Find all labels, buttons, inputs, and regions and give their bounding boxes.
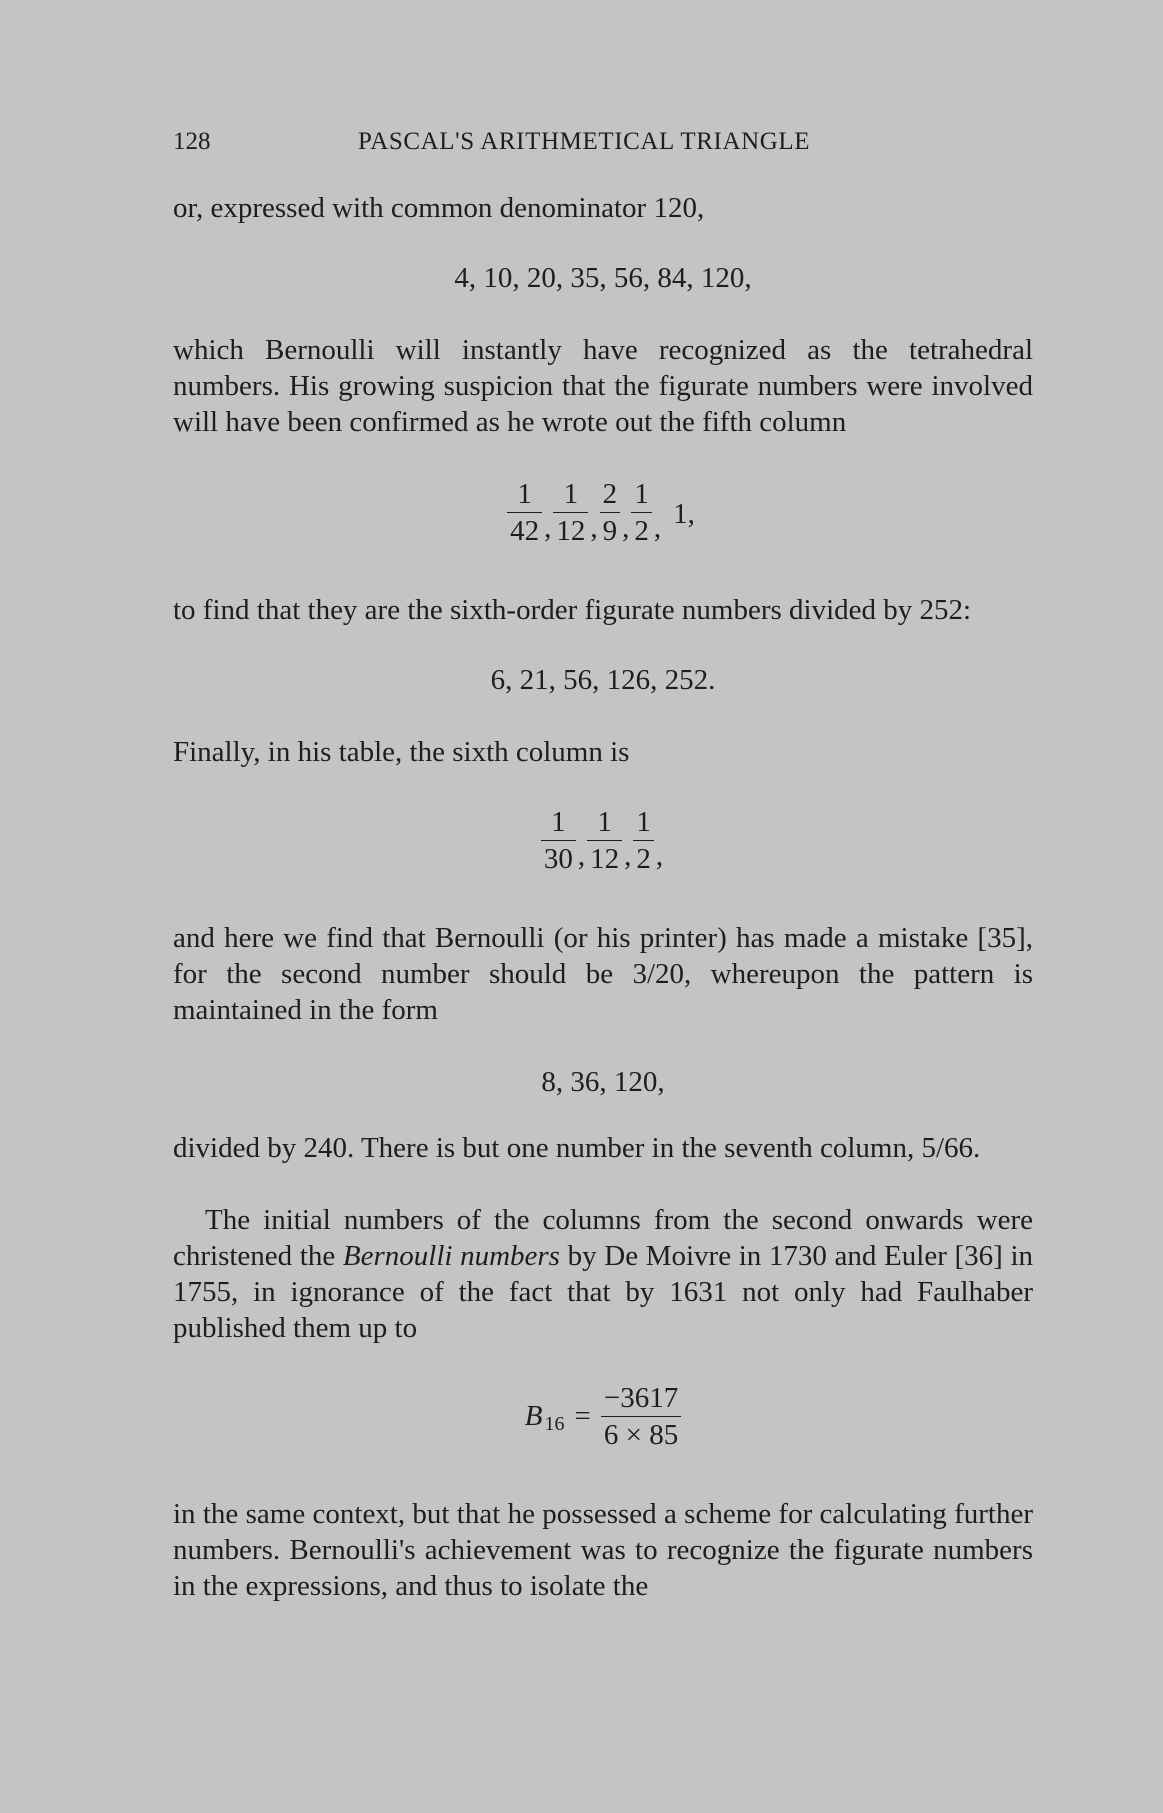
comma: , (622, 512, 630, 544)
paragraph-7-text-start: The initial numbers of the columns from the second onwards were christened the (173, 1204, 1033, 1272)
fraction-numerator: 1 (597, 806, 612, 838)
fraction (631, 478, 652, 547)
paragraph-1: or, expressed with common denominator 120, (173, 192, 705, 224)
fraction (633, 806, 654, 875)
equation-bernoulli-b16 (173, 1382, 1033, 1451)
fraction (587, 806, 622, 875)
running-title: PASCAL'S ARITHMETICAL TRIANGLE (358, 128, 811, 155)
bernoulli-subscript: 16 (544, 1413, 565, 1435)
comma: , (655, 840, 664, 872)
fraction-numerator: 1 (636, 806, 651, 838)
comma: , (624, 840, 632, 872)
paragraph-7 (173, 1202, 1033, 1346)
comma: , (544, 512, 552, 544)
paragraph-8: in the same context, but that he possessed a scheme for calculating further numbers. Bernoulli's achievement was to recognize the figurate numbers in the expressions, and thus to isolate the (173, 1498, 1033, 1602)
paragraph-6: divided by 240. There is but one number in the seventh column, 5/66. (173, 1132, 981, 1164)
fraction-numerator: 1 (634, 478, 649, 510)
paragraph-5: and here we find that Bernoulli (or his printer) has made a mistake [35], for the second number should be 3/20, whereupon the pattern is maintained in the form (173, 922, 1033, 1026)
fraction-denominator: 42 (507, 512, 542, 547)
equals-sign: = (574, 1400, 591, 1432)
fraction (541, 806, 576, 875)
paragraph-7-text-end: by De Moivre in 1730 and Euler [36] in 1755, in ignorance of the fact that by 1631 not only had Faulhaber published them up to (173, 1240, 1033, 1344)
equation-corrected-pattern: 8, 36, 120, (541, 1066, 665, 1098)
equation-sixth-column (173, 806, 1033, 875)
fraction-numerator: −3617 (603, 1382, 679, 1414)
fraction-denominator: 2 (633, 840, 654, 875)
bernoulli-numbers-term: Bernoulli numbers (342, 1240, 560, 1272)
fraction (507, 478, 542, 547)
page-number: 128 (173, 128, 211, 155)
bernoulli-symbol: B (524, 1400, 543, 1432)
fraction-denominator: 6 × 85 (601, 1416, 681, 1451)
comma: , (590, 512, 598, 544)
fraction (553, 478, 588, 547)
fraction (600, 478, 621, 547)
fraction-denominator: 12 (587, 840, 622, 875)
fraction-numerator: 1 (563, 478, 579, 510)
fraction-denominator: 9 (600, 512, 621, 547)
equation-tail: 1, (673, 498, 695, 530)
equation-sixth-order-figurate: 6, 21, 56, 126, 252. (490, 664, 716, 696)
equation-fifth-column (173, 478, 1033, 547)
fraction-numerator: 1 (517, 478, 532, 510)
fraction-denominator: 2 (631, 512, 652, 547)
equation-tetrahedral-numbers: 4, 10, 20, 35, 56, 84, 120, (454, 262, 752, 294)
paragraph-2: which Bernoulli will instantly have recognized as the tetrahedral numbers. His growing suspicion that the figurate numbers were involved will have been confirmed as he wrote out the fifth column (173, 334, 1033, 438)
fraction-denominator: 12 (553, 512, 588, 547)
fraction (601, 1382, 681, 1451)
paragraph-3: to find that they are the sixth-order figurate numbers divided by 252: (173, 594, 972, 626)
paragraph-4: Finally, in his table, the sixth column is (173, 736, 630, 768)
fraction-numerator: 2 (602, 478, 618, 510)
fraction-numerator: 1 (551, 806, 566, 838)
fraction-denominator: 30 (541, 840, 576, 875)
comma: , (653, 512, 662, 544)
comma: , (577, 840, 586, 872)
